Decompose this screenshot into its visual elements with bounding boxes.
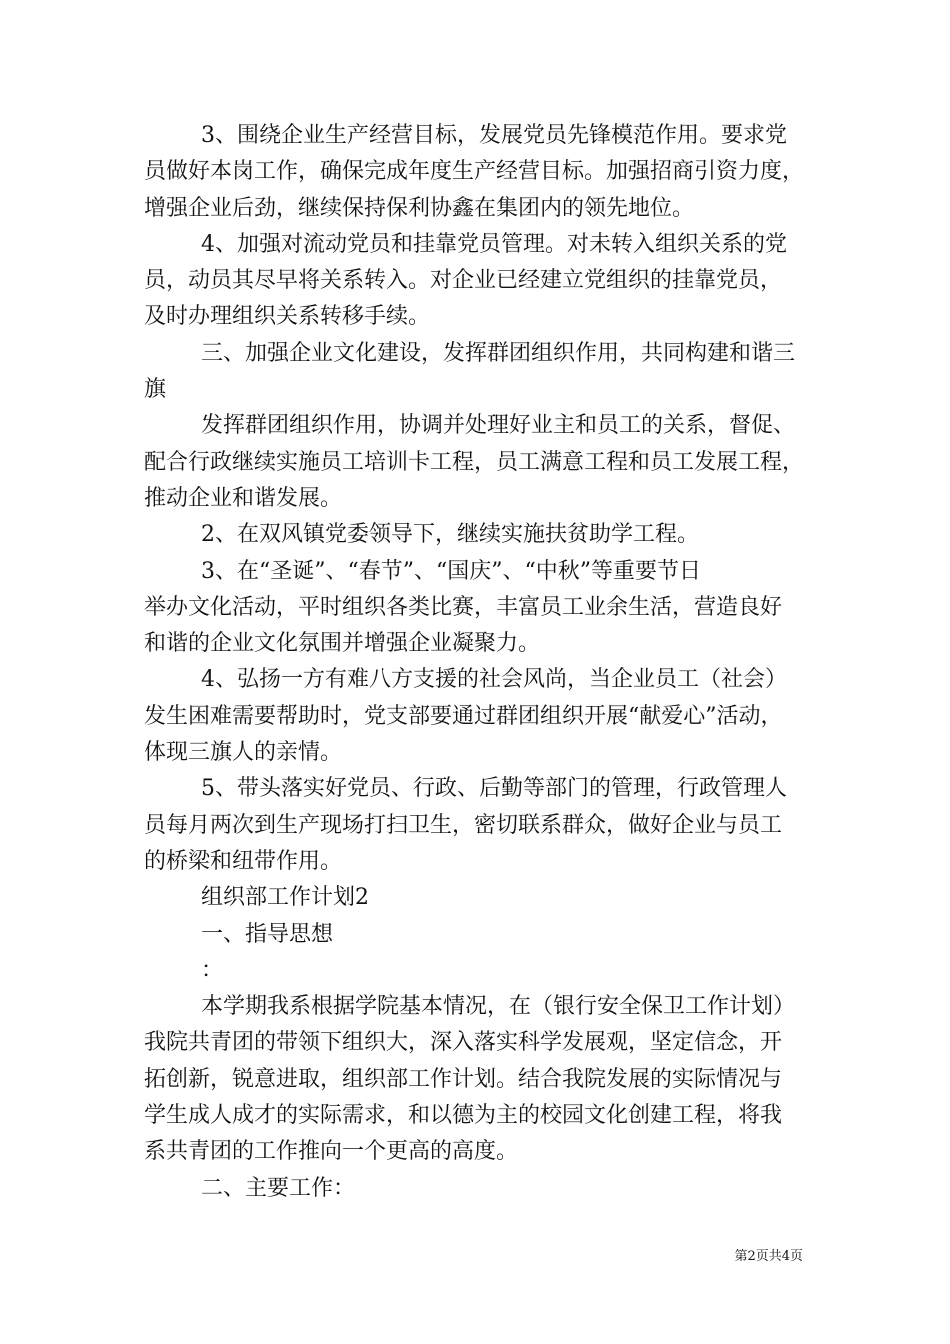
text-line: 系共青团的工作推向一个更高的高度。 bbox=[144, 1139, 519, 1165]
text-line: 5、带头落实好党员、行政、后勤等部门的管理，行政管理人 bbox=[201, 776, 787, 802]
text-line: 及时办理组织关系转移手续。 bbox=[144, 304, 431, 330]
text-line: 二、主要工作： bbox=[201, 1175, 356, 1201]
page-number-label: 第2页共4页 bbox=[734, 1249, 803, 1264]
paragraph-6 bbox=[144, 554, 820, 663]
paragraph-4 bbox=[144, 408, 820, 517]
colon-line bbox=[144, 953, 820, 989]
text-line: 拓创新，锐意进取，组织部工作计划。结合我院发展的实际情况与 bbox=[144, 1066, 783, 1092]
paragraph-7 bbox=[144, 662, 820, 771]
text-line: 我院共青团的带领下组织大，深入落实科学发展观，坚定信念，开 bbox=[144, 1030, 783, 1056]
text-line: 学生成人成才的实际需求，和以德为主的校园文化创建工程，将我 bbox=[144, 1103, 783, 1129]
text-line: 举办文化活动，平时组织各类比赛，丰富员工业余生活，营造良好 bbox=[144, 594, 783, 620]
text-line: 3、围绕企业生产经营目标，发展党员先锋模范作用。要求党 bbox=[201, 123, 787, 148]
paragraph-5 bbox=[144, 517, 820, 553]
text-line: 推动企业和谐发展。 bbox=[144, 485, 343, 511]
text-line: 旗 bbox=[144, 377, 167, 403]
text-line: ： bbox=[201, 957, 224, 983]
section-heading-guiding-thought bbox=[144, 917, 820, 953]
text-line: 发挥群团组织作用，协调并处理好业主和员工的关系，督促、 bbox=[201, 413, 796, 439]
paragraph-12 bbox=[144, 989, 820, 1170]
page-footer bbox=[0, 1248, 803, 1266]
text-line: 员做好本岗工作，确保完成年度生产经营目标。加强招商引资力度， bbox=[144, 159, 805, 185]
section-heading-main-work bbox=[144, 1171, 820, 1207]
text-line: 组织部工作计划2 bbox=[201, 885, 369, 911]
text-line: 增强企业后劲，继续保持保利协鑫在集团内的领先地位。 bbox=[144, 195, 695, 221]
text-line: 配合行政继续实施员工培训卡工程，员工满意工程和员工发展工程， bbox=[144, 449, 805, 475]
paragraph-8 bbox=[144, 771, 820, 880]
text-line: 4、加强对流动党员和挂靠党员管理。对未转入组织关系的党 bbox=[201, 231, 787, 257]
text-line: 4、弘扬一方有难八方支援的社会风尚，当企业员工（社会） bbox=[201, 667, 787, 693]
text-line: 员每月两次到生产现场打扫卫生，密切联系群众，做好企业与员工 bbox=[144, 812, 783, 838]
paragraph-2 bbox=[144, 227, 820, 336]
text-line: 3、在“圣诞”、“春节”、“国庆”、“中秋”等重要节日 bbox=[201, 558, 701, 584]
text-line: 的桥梁和纽带作用。 bbox=[144, 848, 343, 874]
text-line: 体现三旗人的亲情。 bbox=[144, 740, 343, 766]
text-line: 一、指导思想 bbox=[201, 921, 334, 947]
text-line: 三、加强企业文化建设，发挥群团组织作用，共同构建和谐三 bbox=[201, 340, 796, 366]
paragraph-1 bbox=[144, 118, 820, 227]
text-line: 员，动员其尽早将关系转入。对企业已经建立党组织的挂靠党员， bbox=[144, 268, 783, 294]
text-line: 和谐的企业文化氛围并增强企业凝聚力。 bbox=[144, 631, 541, 657]
section-heading-3 bbox=[144, 336, 820, 409]
plan-title bbox=[144, 880, 820, 916]
text-line: 本学期我系根据学院基本情况，在（银行安全保卫工作计划） bbox=[201, 994, 796, 1020]
text-line: 2、在双风镇党委领导下，继续实施扶贫助学工程。 bbox=[201, 522, 699, 548]
document-body bbox=[144, 118, 820, 1207]
text-line: 发生困难需要帮助时，党支部要通过群团组织开展“献爱心”活动， bbox=[144, 703, 783, 729]
